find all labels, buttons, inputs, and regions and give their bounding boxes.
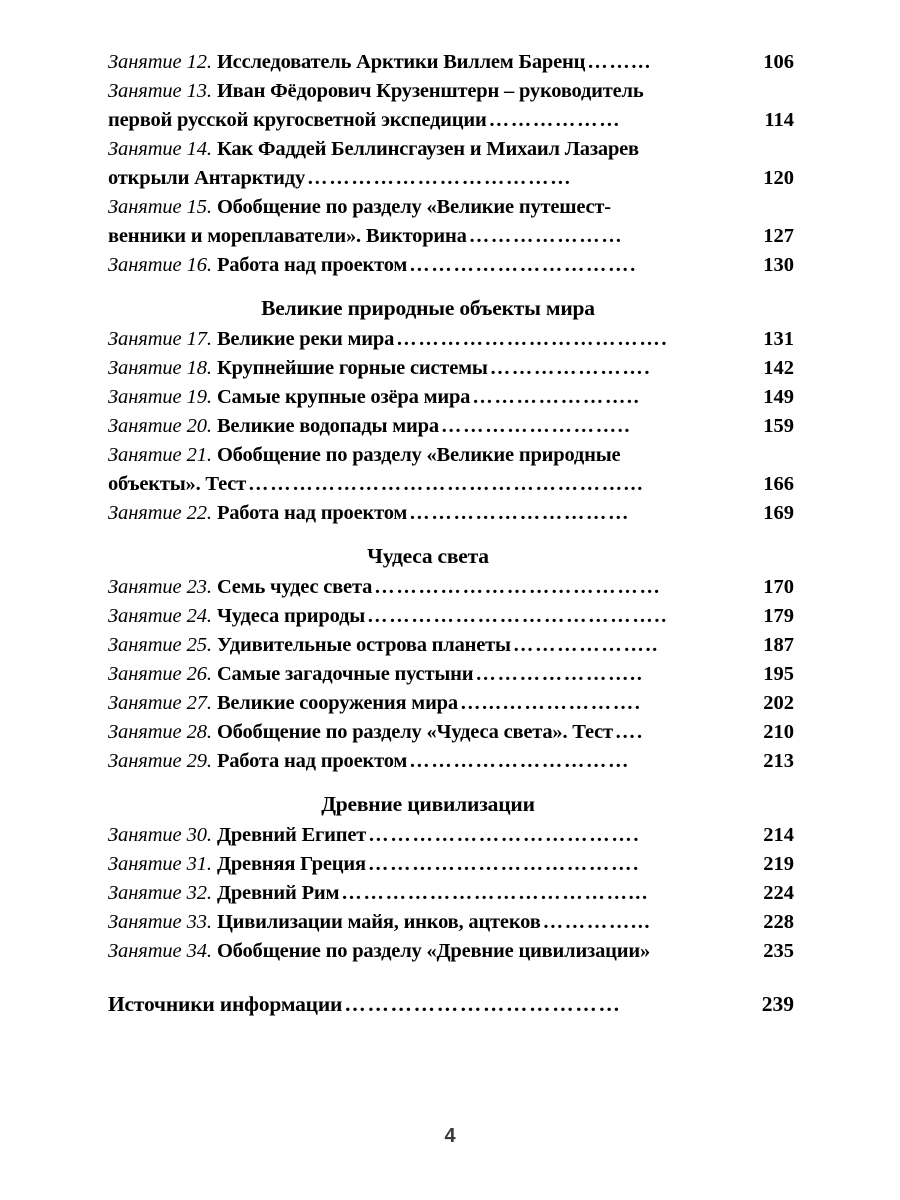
toc-entry-page-number: 213 (763, 750, 794, 772)
toc-entry-text (108, 441, 620, 470)
toc-entry-title: Самые крупные озёра мира (216, 386, 471, 408)
toc-entry-page-number: 214 (763, 824, 794, 846)
toc-entry-line[interactable] (108, 441, 794, 470)
toc-entry-title: Удивительные острова планеты (216, 634, 511, 656)
toc-entry-title: Работа над проектом (216, 750, 408, 772)
toc-entry-text (108, 908, 541, 937)
toc-entry-text (108, 135, 639, 164)
dot-leader: …………………. (489, 357, 652, 379)
toc-entry-line[interactable] (108, 193, 794, 222)
toc-entry-page-number: 195 (763, 663, 794, 685)
lesson-label: Занятие 13. (108, 80, 217, 102)
dot-leader: ………………………………. (396, 328, 669, 350)
toc-entry-title: Обобщение по разделу «Чудеса света». Тест (216, 721, 613, 743)
toc-entry-line[interactable] (108, 354, 794, 383)
toc-entry-title: Великие сооружения мира (216, 692, 458, 714)
toc-entry-page-number: 228 (763, 911, 794, 933)
lesson-label: Занятие 15. (108, 196, 217, 218)
toc-entry-text (108, 383, 470, 412)
toc-entry-title: венники и мореплаватели». Викторина (108, 225, 467, 247)
toc-entry-page-number: 114 (764, 109, 794, 131)
toc-entry-text (108, 660, 473, 689)
lesson-label: Занятие 30. (108, 824, 217, 846)
dot-leader: ……………………………………………... (248, 473, 644, 495)
lesson-label: Занятие 20. (108, 415, 217, 437)
toc-entry-page-number: 202 (763, 692, 794, 714)
toc-entry-text (108, 689, 458, 718)
toc-entry-page-number: 219 (763, 853, 794, 875)
toc-entry-line[interactable] (108, 718, 794, 747)
lesson-label: Занятие 17. (108, 328, 217, 350)
lesson-label: Занятие 23. (108, 576, 217, 598)
lesson-label: Занятие 24. (108, 605, 217, 627)
toc-entry-list (108, 48, 794, 966)
toc-entry-line[interactable] (108, 850, 794, 879)
toc-entry-line[interactable] (108, 879, 794, 908)
dot-leader: ………………….. (472, 386, 641, 408)
toc-entry-title: Работа над проектом (216, 254, 408, 276)
toc-entry-text (108, 879, 339, 908)
toc-entry-page-number: 130 (763, 254, 794, 276)
toc-entry-page-number: 120 (763, 167, 794, 189)
toc-entry-line[interactable] (108, 135, 794, 164)
sources-entry[interactable] (108, 990, 794, 1019)
lesson-label: Занятие 19. (108, 386, 217, 408)
toc-entry-text (108, 718, 613, 747)
toc-entry-page-number: 210 (763, 721, 794, 743)
toc-entry-text (108, 193, 611, 222)
dot-leader: ……………….. (512, 634, 659, 656)
toc-entry-title: Крупнейшие горные системы (216, 357, 488, 379)
lesson-label: Занятие 26. (108, 663, 217, 685)
toc-entry-line[interactable] (108, 106, 794, 135)
toc-entry-title: объекты». Тест (108, 473, 247, 495)
section-heading: Великие природные объекты мира (261, 296, 595, 320)
page-folio-number: 4 (444, 1125, 456, 1147)
dot-leader: ………………………… (409, 750, 631, 772)
dot-leader: …………………………. (409, 254, 637, 276)
dot-leader: ………………….. (475, 663, 644, 685)
toc-entry-page-number: 127 (763, 225, 794, 247)
lesson-label: Занятие 31. (108, 853, 217, 875)
dot-leader: ……………… (488, 109, 622, 131)
toc-entry-line[interactable] (108, 499, 794, 528)
dot-leader: ………………… (468, 225, 624, 247)
lesson-label: Занятие 28. (108, 721, 217, 743)
toc-entry-title: первой русской кругосветной экспедиции (108, 109, 487, 131)
toc-entry-text (108, 77, 644, 106)
toc-entry-title: Цивилизации майя, инков, ацтеков (216, 911, 541, 933)
lesson-label: Занятие 16. (108, 254, 217, 276)
lesson-label: Занятие 18. (108, 357, 217, 379)
toc-entry-page-number: 169 (763, 502, 794, 524)
toc-body (108, 48, 794, 1019)
toc-entry-page-number: 187 (763, 634, 794, 656)
toc-entry-title: Работа над проектом (216, 502, 408, 524)
toc-entry-line[interactable] (108, 689, 794, 718)
toc-entry-line[interactable] (108, 573, 794, 602)
dot-leader: ……………………………… (307, 167, 573, 189)
toc-entry-page-number: 235 (763, 940, 794, 962)
toc-entry-line[interactable] (108, 48, 794, 77)
toc-entry-page-number: 166 (763, 473, 794, 495)
toc-entry-line[interactable] (108, 470, 794, 499)
dot-leader: ……... (587, 51, 652, 73)
toc-entry-line[interactable] (108, 602, 794, 631)
toc-entry-line[interactable] (108, 222, 794, 251)
toc-entry-text (108, 747, 407, 776)
toc-entry-text (108, 850, 366, 879)
toc-entry-line[interactable] (108, 821, 794, 850)
toc-entry-text (108, 470, 246, 499)
toc-entry-text (108, 937, 650, 966)
lesson-label: Занятие 27. (108, 692, 217, 714)
toc-entry-text (108, 602, 365, 631)
lesson-label: Занятие 33. (108, 911, 217, 933)
toc-entry-line[interactable] (108, 937, 794, 966)
toc-entry-title: Обобщение по разделу «Великие путешест- (216, 196, 611, 218)
toc-entry-text (108, 164, 305, 193)
toc-entry-page-number: 131 (763, 328, 794, 350)
dot-leader: ………………………… (409, 502, 631, 524)
toc-entry-title: Исследователь Арктики Виллем Баренц (216, 51, 586, 73)
toc-entry-title: Иван Фёдорович Крузенштерн – руководитель (216, 80, 644, 102)
toc-entry-title: Древняя Греция (216, 853, 366, 875)
toc-entry-text (108, 499, 407, 528)
sources-page-number: 239 (761, 992, 794, 1016)
toc-entry-text (108, 106, 487, 135)
section-heading: Древние цивилизации (321, 792, 535, 816)
toc-entry-page-number: 170 (763, 576, 794, 598)
toc-entry-text (108, 631, 511, 660)
toc-entry-line[interactable] (108, 164, 794, 193)
section-heading: Чудеса света (367, 544, 489, 568)
toc-entry-line[interactable] (108, 251, 794, 280)
toc-entry-title: Древний Рим (216, 882, 340, 904)
dot-leader: …. (614, 721, 644, 743)
toc-entry-line[interactable] (108, 412, 794, 441)
dot-leader: …………... (542, 911, 652, 933)
toc-entry-line[interactable] (108, 631, 794, 660)
toc-entry-page-number: 159 (763, 415, 794, 437)
toc-entry-line[interactable] (108, 77, 794, 106)
dot-leader: …………………….. (440, 415, 632, 437)
toc-entry-page-number: 142 (763, 357, 794, 379)
toc-entry-text (108, 325, 394, 354)
lesson-label: Занятие 14. (108, 138, 217, 160)
dot-leader: ………………………………….. (367, 605, 668, 627)
toc-entry-line[interactable] (108, 908, 794, 937)
toc-entry-page-number: 149 (763, 386, 794, 408)
toc-entry-line[interactable] (108, 660, 794, 689)
toc-entry-text (108, 412, 439, 441)
lesson-label: Занятие 34. (108, 940, 217, 962)
sources-title: Источники информации (108, 992, 343, 1016)
lesson-label: Занятие 25. (108, 634, 217, 656)
toc-entry-title: Обобщение по разделу «Великие природные (216, 444, 621, 466)
toc-entry-text (108, 354, 488, 383)
lesson-label: Занятие 12. (108, 51, 217, 73)
toc-entry-title: Древний Египет (216, 824, 367, 846)
toc-entry-line[interactable] (108, 383, 794, 412)
toc-entry-title: Великие реки мира (216, 328, 395, 350)
dot-leader: ………………………………… (374, 576, 662, 598)
toc-entry-page-number: 224 (763, 882, 794, 904)
toc-entry-line[interactable] (108, 325, 794, 354)
toc-entry-title: открыли Антарктиду (108, 167, 306, 189)
dot-leader: …………………………………... (341, 882, 649, 904)
toc-entry-page-number: 179 (763, 605, 794, 627)
lesson-label: Занятие 29. (108, 750, 217, 772)
dot-leader: ………………………………. (367, 853, 640, 875)
toc-entry-text (108, 821, 366, 850)
toc-entry-title: Как Фаддей Беллинсгаузен и Михаил Лазарев (216, 138, 639, 160)
lesson-label: Занятие 32. (108, 882, 217, 904)
toc-entry-title: Семь чудес света (216, 576, 373, 598)
toc-entry-line[interactable] (108, 747, 794, 776)
dot-leader: ………………………………. (368, 824, 641, 846)
lesson-label: Занятие 21. (108, 444, 217, 466)
toc-entry-text (108, 48, 585, 77)
toc-entry-title: Самые загадочные пустыни (216, 663, 474, 685)
toc-entry-text (108, 251, 407, 280)
toc-entry-title: Обобщение по разделу «Древние цивилизации» (216, 940, 651, 962)
dot-leader: ……………………………… (344, 992, 622, 1016)
dot-leader: …...………………. (459, 692, 642, 714)
toc-entry-title: Великие водопады мира (216, 415, 439, 437)
toc-entry-page-number: 106 (763, 51, 794, 73)
toc-entry-text (108, 222, 467, 251)
toc-entry-text (108, 573, 372, 602)
lesson-label: Занятие 22. (108, 502, 217, 524)
toc-entry-title: Чудеса природы (216, 605, 366, 627)
